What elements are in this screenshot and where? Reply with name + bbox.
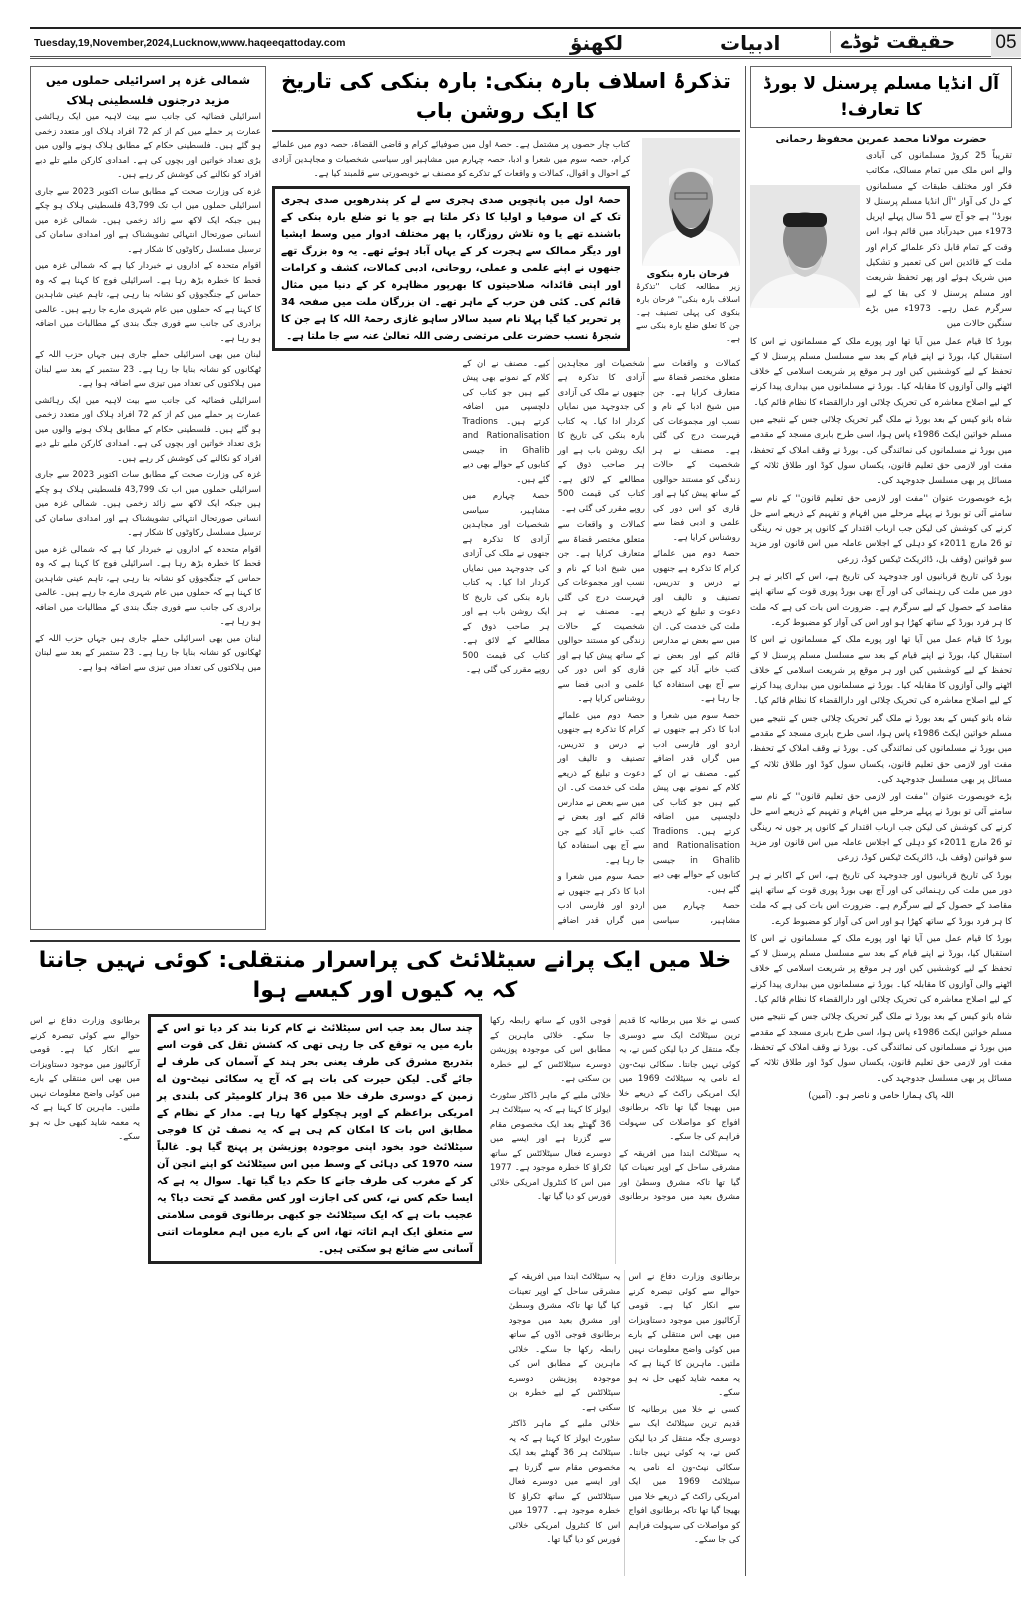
section-city: لکھنؤ — [570, 31, 624, 55]
satellite-paragraph: برطانوی وزارت دفاع نے اس حوالے سے کوئی تبصرہ کرنے سے انکار کیا ہے۔ قومی آرکائیوز میں موجود دستاویزات میں بھی اس منتقلی کے بارے میں کوئی واضح معلومات نہیں ملتیں۔ ماہرین کا کہنا ہے کہ یہ معمہ شاید کبھی حل نہ ہو سکے۔ — [30, 1016, 140, 1142]
aimplb-article — [745, 66, 1012, 1576]
satellite-paragraph: کسی نے خلا میں برطانیہ کا قدیم ترین سیٹلائٹ ایک سے دوسری جگہ منتقل کر دیا لیکن کس نے، یہ کوئی نہیں جانتا۔ سکائی نیٹ-ون اے نامی یہ سیٹلائٹ 1969 میں ایک امریکی راکٹ کے ذریعے خلا میں بھیجا گیا تھا تاکہ برطانوی افواج کو مواصلات کی سہولت فراہم کی جا سکے۔ — [628, 1404, 740, 1545]
tazkira-intro-text: کتاب چار حصوں پر مشتمل ہے۔ حصۂ اول میں صوفیائے کرام و قاضی القضاۃ، حصہ دوم میں علمائے کرام، حصہ سوم میں شعرا و ادبا، حصہ چہارم میں مشاہیر اور سیاسی شخصیات و مجاہدین آزادی کے احوال و اقوال، کمالات و واقعات کے تذکرے کو مصنف نے خوبصورتی سے قلمبند کیا ہے۔ — [272, 140, 630, 179]
tazkira-paragraph: حصۂ دوم میں علمائے کرام کا تذکرہ ہے جنھوں نے درس و تدریس، تصنیف و تالیف اور دعوت و تبلیغ کے ذریعے ملت کی خدمت کی۔ ان میں سے بعض نے مدارس قائم کیے اور بعض نے کتب خانے آباد کیے جن سے آج بھی استفادہ کیا جا رہا ہے۔ — [652, 549, 740, 704]
aimplb-paragraph: بورڈ کا قیام عمل میں آیا تھا اور پورے ملک کے مسلمانوں نے اس کا استقبال کیا، بورڈ نے اپنے قیام کے بعد سے مسلسل مسلم پرسنل لا کے تحفظ کے لیے کوششیں کیں اور ہر موقع پر شریعت اسلامی کے خلاف اٹھنے والی آوازوں کا مقابلہ کیا۔ بورڈ نے مسلمانوں میں بیداری پیدا کرنے کے لیے اصلاح معاشرہ کی تحریک چلائی اور دارالقضاء کا نظام قائم کیا۔ — [750, 635, 1012, 707]
tazkira-top-text — [272, 138, 630, 351]
aimplb-paragraph: بورڈ کی تاریخ قربانیوں اور جدوجہد کی تاریخ ہے، اس کے اکابر نے ہر دور میں ملت کی رہنمائی کی اور آج بھی بورڈ پوری قوت کے ساتھ اپنے مقاصد کے حصول کے لیے سرگرم ہے۔ ضرورت اس بات کی ہے کہ ملت کا ہر فرد بورڈ کے ساتھ کھڑا ہو اور اس کی آواز کو مضبوط کرے۔ — [750, 870, 1012, 927]
tazkira-paragraph: حصۂ سوم میں شعرا و ادبا کا ذکر ہے جنھوں نے اردو اور فارسی ادب میں گراں قدر اضافے کیے۔ مصنف نے ان کے کلام کے نمونے بھی پیش کیے ہیں جو کتاب کی دلچسپی میں اضافہ کرتے ہیں۔ Tradions and Rationalisation in Ghalib جیسی کتابوں کے حوالے بھی دیے گئے ہیں۔ — [462, 358, 645, 926]
satellite-paragraph: یہ سیٹلائٹ ابتدا میں افریقہ کے مشرقی ساحل کے اوپر تعینات کیا گیا تھا تاکہ مشرق وسطیٰ اور مشرق بعید میں موجود برطانوی فوجی اڈوں کے ساتھ رابطہ رکھا جا سکے۔ خلائی ماہرین کے مطابق اس کی موجودہ پوزیشن دوسرے سیٹلائٹس کے لیے خطرہ بن سکتی ہے۔ — [490, 1016, 740, 1202]
gaza-body — [35, 110, 261, 675]
satellite-headline: خلا میں ایک پرانے سیٹلائٹ کی پراسرار منتقلی: کوئی نہیں جانتا کہ یہ کیوں اور کیسے ہوا — [38, 948, 732, 1003]
gaza-headline: شمالی غزہ پر اسرائیلی حملوں میں مزید درجنوں فلسطینی ہلاک — [45, 73, 251, 107]
aimplb-paragraph: شاہ بانو کیس کے بعد بورڈ نے ملک گیر تحریک چلائی جس کے نتیجے میں مسلم خواتین ایکٹ 1986ء پاس ہوا، اسی طرح بابری مسجد کے مقدمے میں بورڈ نے مسلمانوں کی نمائندگی کی۔ بورڈ نے وقف املاک کے تحفظ، مفت اور لازمی حق تعلیم قانون، یکساں سول کوڈ اور طلاق ثلاثہ کے مسائل پر بھی مسلسل جدوجہد کی۔ — [750, 713, 1012, 785]
satellite-article — [30, 940, 740, 1576]
tazkira-pullquote: حصۂ اول میں پانچویں صدی ہجری سے لے کر پندرھویں صدی ہجری تک کے ان صوفیا و اولیا کا ذکر ملتا ہے جو یا تو ضلع بارہ بنکی کے باشندے تھے یا وہ تلاش روزگار، یا پھر مختلف ادوار میں وسط ایشیا اور دیگر ممالک سے ہجرت کر کے یہاں آباد ہوئے تھے۔ یہ وہ بزرگ تھے جنھوں نے اپنے علمی و عملی، روحانی، ادبی کمالات، کشف و کرامات اور اپنی قائدانہ صلاحیتوں کا بھرپور مظاہرہ کر کے دنیا میں مثال قائم کی۔ کئی فن حرب کے ماہر تھے۔ ان بزرگان ملت میں صفحہ 34 پر تحریر کیا گیا پہلا نام سید سالار ساہو غازی رحمۃ اللہ کا ہے جن کا شجرۂ نسب حضرت علی مرتضی رضی اللہ تعالیٰ عنہ سے جا ملتا ہے۔ — [272, 186, 630, 351]
gaza-paragraph: لبنان میں بھی اسرائیلی حملے جاری ہیں جہاں حزب اللہ کے ٹھکانوں کو نشانہ بنایا جا رہا ہے۔ 23 ستمبر کے بعد سے لبنان میں ہلاکتوں کی تعداد میں تیزی سے اضافہ ہوا ہے۔ — [35, 350, 261, 389]
author-photo-omrain-rahmani — [750, 185, 860, 308]
satellite-paragraph: یہ سیٹلائٹ ابتدا میں افریقہ کے مشرقی ساحل کے اوپر تعینات کیا گیا تھا تاکہ مشرق وسطیٰ اور مشرق بعید میں موجود برطانوی فوجی اڈوں کے ساتھ رابطہ رکھا جا سکے۔ خلائی ماہرین کے مطابق اس کی موجودہ پوزیشن دوسرے سیٹلائٹس کے لیے خطرہ بن سکتی ہے۔ — [508, 1272, 621, 1413]
gaza-article — [30, 66, 266, 930]
masthead-logo: حقیقت ٹوڈے — [830, 31, 955, 53]
aimplb-author: حضرت مولانا محمد عمرین محفوظ رحمانی — [775, 134, 987, 145]
satellite-paragraph: خلائی ملبے کے ماہر ڈاکٹر سٹورٹ ایولز کا کہنا ہے کہ یہ سیٹلائٹ ہر 36 گھنٹے بعد ایک مخصوص مقام سے گزرتا ہے اور ایسے میں دوسرے فعال سیٹلائٹس کے ساتھ ٹکراؤ کا خطرہ موجود ہے۔ 1977 میں اس کا کنٹرول امریکی خلائی فورس کو دیا گیا تھا۔ — [508, 1419, 621, 1545]
tazkira-top — [272, 138, 740, 351]
photo-name: فرحان بارہ بنکوی — [646, 269, 730, 280]
tazkira-paragraph: حصۂ چہارم میں مشاہیر، سیاسی شخصیات اور مجاہدین آزادی کا تذکرہ ہے جنھوں نے ملک کی آزادی کی جدوجہد میں نمایاں کردار ادا کیا۔ یہ کتاب بارہ بنکی کی تاریخ کا ایک روشن باب ہے اور ہر صاحب ذوق کے مطالعے کے لائق ہے۔ کتاب کی قیمت 500 روپے مقرر کی گئی ہے۔ — [557, 358, 740, 926]
aimplb-paragraph: بورڈ کا قیام عمل میں آیا تھا اور پورے ملک کے مسلمانوں نے اس کا استقبال کیا، بورڈ نے اپنے قیام کے بعد سے مسلسل مسلم پرسنل لا کے تحفظ کے لیے کوششیں کیں اور ہر موقع پر شریعت اسلامی کے خلاف اٹھنے والی آوازوں کا مقابلہ کیا۔ بورڈ نے مسلمانوں میں بیداری پیدا کرنے کے لیے اصلاح معاشرہ کی تحریک چلائی اور دارالقضاء کا نظام قائم کیا۔ — [750, 933, 1012, 1006]
satellite-paragraph: خلائی ملبے کے ماہر ڈاکٹر سٹورٹ ایولز کا کہنا ہے کہ یہ سیٹلائٹ ہر 36 گھنٹے بعد ایک مخصوص مقام سے گزرتا ہے اور ایسے میں دوسرے فعال سیٹلائٹس کے ساتھ ٹکراؤ کا خطرہ موجود ہے۔ 1977 میں اس کا کنٹرول امریکی خلائی فورس کو دیا گیا تھا۔ — [490, 1090, 611, 1202]
tazkira-body — [272, 357, 740, 931]
tazkira-paragraph: حصۂ سوم میں شعرا و ادبا کا ذکر ہے جنھوں نے اردو اور فارسی ادب میں گراں قدر اضافے کیے۔ مصنف نے ان کے کلام کے نمونے بھی پیش کیے ہیں جو کتاب کی دلچسپی میں اضافہ کرتے ہیں۔ Tradions and Rationalisation in Ghalib جیسی کتابوں کے حوالے بھی دیے گئے ہیں۔ — [652, 710, 740, 895]
photo-block — [636, 138, 740, 351]
satellite-paragraph: کسی نے خلا میں برطانیہ کا قدیم ترین سیٹلائٹ ایک سے دوسری جگہ منتقل کر دیا لیکن کس نے، یہ کوئی نہیں جانتا۔ سکائی نیٹ-ون اے نامی یہ سیٹلائٹ 1969 میں ایک امریکی راکٹ کے ذریعے خلا میں بھیجا گیا تھا تاکہ برطانوی افواج کو مواصلات کی سہولت فراہم کی جا سکے۔ — [619, 1016, 741, 1142]
aimplb-paragraph: بورڈ کا قیام عمل میں آیا تھا اور پورے ملک کے مسلمانوں نے اس کا استقبال کیا، بورڈ نے اپنے قیام کے بعد سے مسلسل مسلم پرسنل لا کے تحفظ کے لیے کوششیں کیں اور ہر موقع پر شریعت اسلامی کے خلاف اٹھنے والی آوازوں کا مقابلہ کیا۔ بورڈ نے مسلمانوں میں بیداری پیدا کرنے کے لیے اصلاح معاشرہ کی تحریک چلائی اور دارالقضاء کا نظام قائم کیا۔ — [750, 336, 1012, 408]
page-header — [30, 29, 1021, 59]
aimplb-paragraph: بورڈ کی تاریخ قربانیوں اور جدوجہد کی تاریخ ہے، اس کے اکابر نے ہر دور میں ملت کی رہنمائی کی اور آج بھی بورڈ پوری قوت کے ساتھ اپنے مقاصد کے حصول کے لیے سرگرم ہے۔ ضرورت اس بات کی ہے کہ ملت کا ہر فرد بورڈ کے ساتھ کھڑا ہو اور اس کی آواز کو مضبوط کرے۔ — [750, 572, 1012, 628]
gaza-paragraph: اسرائیلی فضائیہ کی جانب سے بیت لاہیہ میں ایک رہائشی عمارت پر حملے میں کم از کم 72 افراد ہلاک اور متعدد زخمی ہو گئے ہیں۔ فلسطینی حکام کے مطابق ہلاک ہونے والوں میں بڑی تعداد خواتین اور بچوں کی ہے۔ امدادی کارکن ملبے تلے دبے افراد کو نکالنے کی کوشش کر رہے ہیں۔ — [35, 395, 262, 464]
satellite-left-column — [30, 1014, 140, 1264]
author-photo-farhan-barabankvi — [642, 138, 740, 266]
tazkira-article — [272, 66, 740, 930]
aimplb-paragraph: شاہ بانو کیس کے بعد بورڈ نے ملک گیر تحریک چلائی جس کے نتیجے میں مسلم خواتین ایکٹ 1986ء پاس ہوا، اسی طرح بابری مسجد کے مقدمے میں بورڈ نے مسلمانوں کی نمائندگی کی۔ بورڈ نے وقف املاک کے تحفظ، مفت اور لازمی حق تعلیم قانون، یکساں سول کوڈ اور طلاق ثلاثہ کے مسائل پر بھی مسلسل جدوجہد کی۔ — [750, 1012, 1012, 1084]
satellite-top — [30, 1014, 740, 1264]
page-number: 05 — [991, 29, 1021, 57]
gaza-paragraph: لبنان میں بھی اسرائیلی حملے جاری ہیں جہاں حزب اللہ کے ٹھکانوں کو نشانہ بنایا جا رہا ہے۔ 23 ستمبر کے بعد سے لبنان میں ہلاکتوں کی تعداد میں تیزی سے اضافہ ہوا ہے۔ — [35, 633, 261, 673]
aimplb-paragraph: شاہ بانو کیس کے بعد بورڈ نے ملک گیر تحریک چلائی جس کے نتیجے میں مسلم خواتین ایکٹ 1986ء پاس ہوا، اسی طرح بابری مسجد کے مقدمے میں بورڈ نے مسلمانوں کی نمائندگی کی۔ بورڈ نے وقف املاک کے تحفظ، مفت اور لازمی حق تعلیم قانون، یکساں سول کوڈ اور طلاق ثلاثہ کے مسائل پر بھی مسلسل جدوجہد کی۔ — [750, 415, 1012, 487]
tazkira-paragraph: کمالات و واقعات سے متعلق مختصر قضاۃ سے متعارف کرایا ہے۔ جن میں شیخ ادبا کے نام و نسب اور مجموعات کی فہرست درج کی گئی ہے۔ مصنف نے ہر شخصیت کے حالات زندگی کو مستند حوالوں کے ساتھ پیش کیا ہے اور قاری کو اس دور کی علمی و ادبی فضا سے روشناس کرایا ہے۔ — [652, 358, 740, 543]
satellite-paragraph: برطانوی وزارت دفاع نے اس حوالے سے کوئی تبصرہ کرنے سے انکار کیا ہے۔ قومی آرکائیوز میں موجود دستاویزات میں بھی اس منتقلی کے بارے میں کوئی واضح معلومات نہیں ملتیں۔ ماہرین کا کہنا ہے کہ یہ معمہ شاید کبھی حل نہ ہو سکے۔ — [628, 1272, 740, 1398]
tazkira-paragraph: حصۂ دوم میں علمائے کرام کا تذکرہ ہے جنھوں نے درس و تدریس، تصنیف و تالیف اور دعوت و تبلیغ کے ذریعے ملت کی خدمت کی۔ ان میں سے بعض نے مدارس قائم کیے اور بعض نے کتب خانے آباد کیے جن سے آج بھی استفادہ کیا جا رہا ہے۔ — [557, 710, 645, 866]
satellite-right-columns — [490, 1014, 740, 1264]
aimplb-closing: اللہ پاک ہمارا حامی و ناصر ہو۔ (آمین) — [808, 1090, 954, 1101]
aimplb-intro: تقریباً 25 کروڑ مسلمانوں کی آبادی والے اس ملک میں تمام مسالک، مکاتب فکر اور مختلف طبقات کے مسلمانوں کے دل کی آواز ''آل انڈیا مسلم پرسنل لا بورڈ'' ہے جو آج سے 51 سال پہلے اپریل 1973ء میں حیدرآباد میں قائم ہوا، اس وقت کے تمام قابل ذکر علمائے کرام اور ملت کے قائدین اس کی تعمیر و تشکیل میں شریک ہوئے اور پھر تحفظ شریعت اور مسلم پرسنل لا کی بقا کے لیے سرگرم عمل رہے۔ 1973ء میں بڑے سنگین حالات میں — [866, 151, 1013, 330]
aimplb-headline: آل انڈیا مسلم پرسنل لا بورڈ کا تعارف! — [750, 66, 1012, 128]
photo-caption-text: زیر مطالعہ کتاب ''تذکرۂ اسلاف بارہ بنکی'' فرحان بارہ بنکوی کی پہلی تصنیف ہے۔ جن کا تعلق ضلع بارہ بنکی سے ہے۔ — [636, 282, 740, 343]
dateline: Tuesday,19,November,2024,Lucknow,www.haqeeqattoday.com — [34, 37, 346, 49]
gaza-paragraph: غزہ کی وزارت صحت کے مطابق سات اکتوبر 2023 سے جاری اسرائیلی حملوں میں اب تک 43,799 فلسطینی ہلاک ہو چکے ہیں جبکہ ایک لاکھ سے زائد زخمی ہیں۔ شمالی غزہ میں انسانی صورتحال انتہائی تشویشناک ہے اور امدادی سامان کی ترسیل مسلسل رکاوٹوں کا شکار ہے۔ — [35, 470, 261, 538]
satellite-pullquote: چند سال بعد جب اس سیٹلائٹ نے کام کرنا بند کر دیا تو اس کے بارے میں یہ توقع کی جا رہی تھی کہ کشش ثقل کی قوت اسے بتدریج مشرق کی طرف یعنی بحر ہند کے آسمان کی طرف لے جائے گی۔ لیکن حیرت کی بات ہے کہ آج یہ سکائی نیٹ-ون اے زمین کے دوسری طرف خلا میں 36 ہزار کلومیٹر کی بلندی پر امریکی براعظم کے اوپر ہچکولے کھا رہا ہے۔ مدار کے نظام کے مطابق اس بات کا امکان کم ہی ہے کہ یہ نصف ٹن کا فوجی سیٹلائٹ خود بخود اپنی موجودہ پوزیشن پر پہنچ گیا ہو۔ غالباً سنہ 1970 کی دہائی کے وسط میں اس سیٹلائٹ کو اپنے انجن آن کر کے مغرب کی طرف جانے کا حکم دیا گیا تھا۔ سوال یہ ہے کہ ایسا حکم کس نے، کس کی اجازت اور کس مقصد کے تحت دیا؟ یہ عجیب بات ہے کہ ایک سیٹلائٹ جو کبھی برطانوی قومی سلامتی سے متعلق ایک اہم اثاثہ تھا، اس کے بارے میں اہم معلومات اتنی آسانی سے ضائع ہو سکتی ہیں۔ — [148, 1014, 482, 1264]
aimplb-body — [750, 149, 1012, 1087]
aimplb-paragraph: بڑے خوبصورت عنوان ''مفت اور لازمی حق تعلیم قانون'' کے نام سے سامنے آئی تو بورڈ نے پہلے مرحلے میں افہام و تفہیم کے ذریعے اسے حل کرنے کی کوشش کی لیکن جب ارباب اقتدار کے کانوں پر جوں نہ رینگی تو 26 مارچ 2011ء کو دہلی کے اجلاس عاملہ میں اس قانون اور مزید سو قوانین (وقف بل، ڈائریکٹ ٹیکس کوڈ، زرعی — [750, 493, 1012, 565]
satellite-body — [30, 1270, 740, 1576]
tazkira-headline: تذکرۂ اسلاف بارہ بنکی: بارہ بنکی کی تاریخ کا ایک روشن باب — [272, 66, 740, 132]
gaza-paragraph: اقوام متحدہ کے اداروں نے خبردار کیا ہے کہ شمالی غزہ میں قحط کا خطرہ بڑھ رہا ہے۔ اسرائیلی فوج کا کہنا ہے کہ وہ حماس کے جنگجوؤں کو نشانہ بنا رہی ہے، تاہم عینی شاہدین کا کہنا ہے کہ حملوں میں عام شہری مارے جا رہے ہیں۔ عالمی برادری کی جانب سے فوری جنگ بندی کے مطالبات میں اضافہ ہو رہا ہے۔ — [35, 544, 261, 627]
gaza-paragraph: اسرائیلی فضائیہ کی جانب سے بیت لاہیہ میں ایک رہائشی عمارت پر حملے میں کم از کم 72 افراد ہلاک اور متعدد زخمی ہو گئے ہیں۔ فلسطینی حکام کے مطابق ہلاک ہونے والوں میں بڑی تعداد خواتین اور بچوں کی ہے۔ امدادی کارکن ملبے تلے دبے افراد کو نکالنے کی کوشش کر رہے ہیں۔ — [35, 112, 262, 180]
tazkira-paragraph: حصۂ چہارم میں مشاہیر، سیاسی شخصیات اور مجاہدین آزادی کا تذکرہ ہے جنھوں نے ملک کی آزادی کی جدوجہد میں نمایاں کردار ادا کیا۔ یہ کتاب بارہ بنکی کی تاریخ کا ایک روشن باب ہے اور ہر صاحب ذوق کے مطالعے کے لائق ہے۔ کتاب کی قیمت 500 روپے مقرر کی گئی ہے۔ — [462, 491, 550, 675]
aimplb-paragraph: بڑے خوبصورت عنوان ''مفت اور لازمی حق تعلیم قانون'' کے نام سے سامنے آئی تو بورڈ نے پہلے مرحلے میں افہام و تفہیم کے ذریعے اسے حل کرنے کی کوشش کی لیکن جب ارباب اقتدار کے کانوں پر جوں نہ رینگی تو 26 مارچ 2011ء کو دہلی کے اجلاس عاملہ میں اس قانون اور مزید سو قوانین (وقف بل، ڈائریکٹ ٹیکس کوڈ، زرعی — [750, 792, 1012, 864]
tazkira-paragraph: کمالات و واقعات سے متعلق مختصر قضاۃ سے متعارف کرایا ہے۔ جن میں شیخ ادبا کے نام و نسب اور مجموعات کی فہرست درج کی گئی ہے۔ مصنف نے ہر شخصیت کے حالات زندگی کو مستند حوالوں کے ساتھ پیش کیا ہے اور قاری کو اس دور کی علمی و ادبی فضا سے روشناس کرایا ہے۔ — [557, 520, 645, 704]
gaza-paragraph: غزہ کی وزارت صحت کے مطابق سات اکتوبر 2023 سے جاری اسرائیلی حملوں میں اب تک 43,799 فلسطینی ہلاک ہو چکے ہیں جبکہ ایک لاکھ سے زائد زخمی ہیں۔ شمالی غزہ میں انسانی صورتحال انتہائی تشویشناک ہے اور امدادی سامان کی ترسیل مسلسل رکاوٹوں کا شکار ہے۔ — [35, 186, 261, 255]
section-title: ادبیات — [720, 31, 781, 55]
gaza-paragraph: اقوام متحدہ کے اداروں نے خبردار کیا ہے کہ شمالی غزہ میں قحط کا خطرہ بڑھ رہا ہے۔ اسرائیلی فوج کا کہنا ہے کہ وہ حماس کے جنگجوؤں کو نشانہ بنا رہی ہے، تاہم عینی شاہدین کا کہنا ہے کہ حملوں میں عام شہری مارے جا رہے ہیں۔ عالمی برادری کی جانب سے فوری جنگ بندی کے مطالبات میں اضافہ ہو رہا ہے۔ — [35, 261, 261, 344]
